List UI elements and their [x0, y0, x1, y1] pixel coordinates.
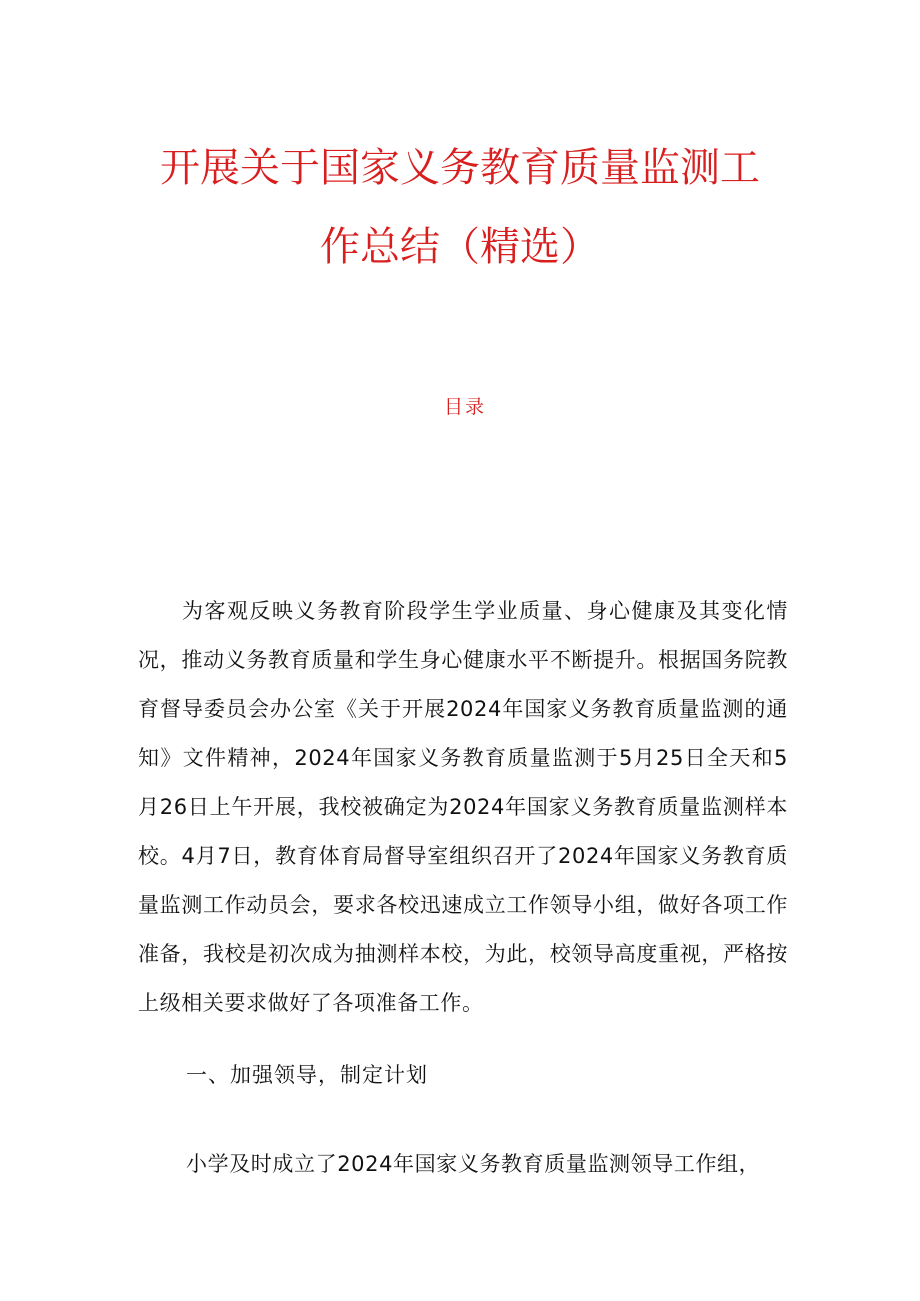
- table-of-contents-label: 目录: [443, 396, 486, 418]
- document-title-line-1: 开展关于国家义务教育质量监测工: [160, 145, 760, 191]
- section-1-paragraph: 小学及时成立了2024年国家义务教育质量监测领导工作组，: [186, 1152, 761, 1176]
- intro-section: [138, 587, 788, 1028]
- document-title-line-2: 作总结（精选）: [320, 224, 600, 270]
- section-heading-1: 一、加强领导，制定计划: [186, 1063, 428, 1087]
- intro-paragraph: 为客观反映义务教育阶段学生学业质量、身心健康及其变化情况，推动义务教育质量和学生身心健康水平不断提升。根据国务院教育督导委员会办公室《关于开展2024年国家义务教育质量监测的通知》文件精神，2024年国家义务教育质量监测于5月25日全天和5月26日上午开展，我校被确定为2024年国家义务教育质量监测样本校。4月7日，教育体育局督导室组织召开了2024年国家义务教育质量监测工作动员会，要求各校迅速成立工作领导小组，做好各项工作准备，我校是初次成为抽测样本校，为此，校领导高度重视，严格按上级相关要求做好了各项准备工作。: [138, 599, 788, 1015]
